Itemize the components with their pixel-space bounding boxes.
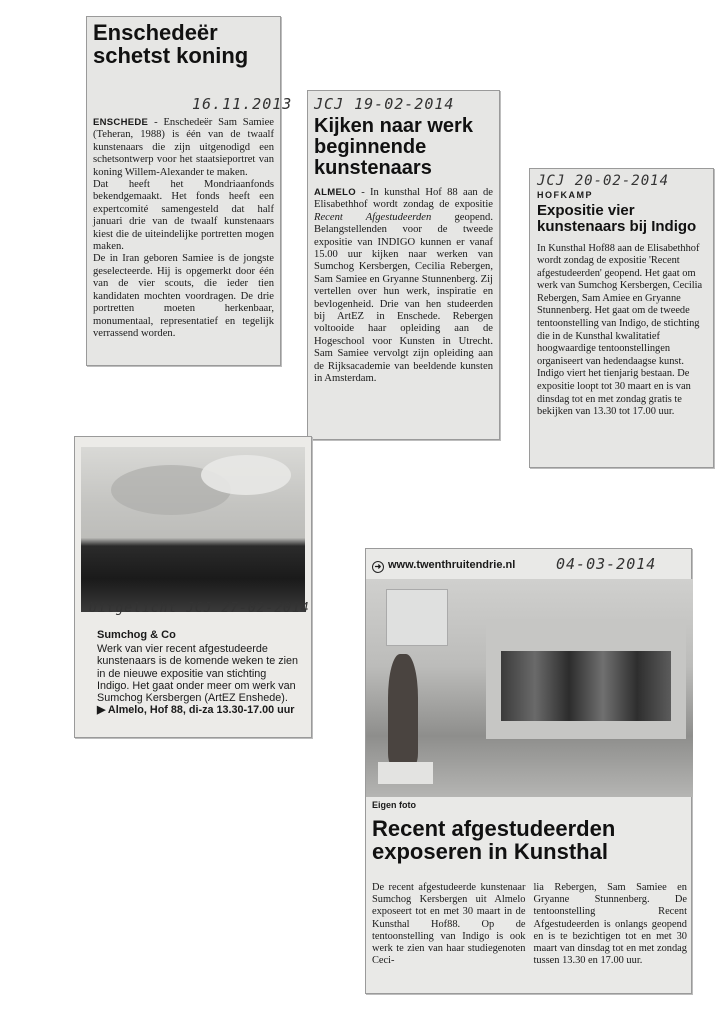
photo-cloud-shape	[201, 455, 291, 495]
photo-sculpture-shape	[388, 654, 418, 764]
body-part-b: geopend. Belangstellenden voor de tweede expositie van INDIGO kunnen er vanaf 15.00 uur kijken naar werken van Sumchog Kersbergen, Cecilia Rebergen, Sam Samiee en Gryanne Stunnenberg. Zij vertellen over hun werk, inspiratie en bevlogenheid. Drie van hen studeerden bij ArtEZ in Enschede. Rebergen voltooide haar opleiding aan de Hogeschool voor Kunsten in Utrecht. Sam Samiee vervolgt zijn opleiding aan de Rijksacademie van beeldende kunsten in Amsterdam.	[314, 211, 493, 385]
handwritten-date: JCJ 19-02-2014	[314, 95, 455, 113]
venue-info: ▶ Almelo, Hof 88, di-za 13.30-17.00 uur	[97, 704, 295, 717]
photo-window-shape	[386, 589, 448, 646]
handwritten-note: Uitgelicht JCJ 27-02-2014	[89, 601, 310, 616]
headline-line-1: Recent afgestudeerden	[372, 816, 616, 841]
article-body	[93, 117, 274, 340]
clipping-enschedeer-schetst-koning	[86, 16, 293, 366]
article-body	[314, 187, 493, 386]
article-body: Werk van vier recent afgestudeerde kunstenaars is de komende weken te zien in de nieuwe expositie van stichting Indigo. Het gaat onder meer om werk van Sumchog Kersbergen (ArtEZ Enshede).	[97, 643, 299, 705]
artwork-photo	[81, 447, 305, 612]
handwritten-date: 16.11.2013	[192, 95, 293, 113]
headline-line-1: Enschedeër	[93, 20, 218, 45]
kicker: HOFKAMP	[537, 190, 593, 200]
headline-line-3: kunstenaars	[314, 157, 432, 179]
paragraph-1	[93, 117, 274, 179]
website-url: www.twenthruitendrie.nl	[388, 559, 516, 571]
headline	[314, 116, 493, 179]
clipping-sumchog-en-co	[74, 436, 312, 738]
paragraph-2: Dat heeft het Mondriaanfonds bekendgemaakt. Het fonds heeft een expertcomité samengesteld dat half januari drie van de twaalf kunstenaars kiest die de uiteindelijke portretten mogen maken.	[93, 179, 274, 253]
headline	[537, 203, 706, 235]
photo-artwork-shape	[501, 651, 671, 721]
headline-line-2: beginnende	[314, 136, 427, 158]
paragraph-3: De in Iran geboren Samiee is de jongste geselecteerde. Hij is opgemerkt door één van de vier scouts, die ieder tien kandidaten mochten voordragen. De drie portretten moeten herkenbaar, monumentaal, representatief en tegelijk verrassend worden.	[93, 253, 274, 339]
headline-line-2: schetst koning	[93, 43, 249, 69]
photo-credit: Eigen foto	[372, 800, 416, 810]
photo-pedestal-shape	[378, 762, 433, 784]
website-line	[372, 559, 515, 573]
headline	[93, 21, 274, 67]
article-title: Sumchog & Co	[97, 629, 176, 641]
headline-line-1: Expositie vier	[537, 202, 635, 219]
headline-line-1: Kijken naar werk	[314, 115, 473, 137]
headline-line-2: exposeren in Kunsthal	[372, 839, 608, 865]
headline	[372, 817, 687, 863]
handwritten-date: JCJ 20-02-2014	[537, 173, 670, 189]
clipping-kijken-naar-werk	[307, 90, 500, 440]
handwritten-date: 04-03-2014	[556, 555, 657, 573]
article-body: In Kunsthal Hof88 aan de Elisabethhof wordt zondag de expositie 'Recent afgestudeerden' geopend. Het gaat om werk van Sumchog Kersbergen, Cecilia Rebergen, Sam Amiee en Gryanne Stunnenberg. Het gaat om de tweede tentoonstelling van Indigo, de stichting die in de Kunsthal kwalitatief hoogwaardige tentoonstellingen organiseert van hedendaagse kunst. Indigo viert het tienjarig bestaan. De expositie loopt tot 30 maart en is van dinsdag tot en met zondag gratis te bekijken van 13.30 tot 17.00 uur.	[537, 242, 703, 418]
exhibition-photo	[366, 579, 693, 797]
exhibition-title: Recent Afgestudeerden	[314, 211, 432, 223]
dateline: ALMELO	[314, 187, 356, 198]
paragraph-1-text: - Enschedeër Sam Samiee (Teheran, 1988) is één van de twaalf kunstenaars die zijn uitgenodigd een schetsontwerp voor het staatsieportret van koning Willem-Alexander te maken.	[93, 117, 274, 178]
column-2: lia Rebergen, Sam Samiee en Gryanne Stunnenberg. De tentoonstelling Recent Afgestudeerden is onlangs geopend en is te bezichtigen tot en met 30 maart van dinsdag tot en met zondag tussen 13.30 en 17.00 uur.	[533, 882, 687, 967]
dateline: ENSCHEDE	[93, 117, 149, 128]
clipping-recent-afgestudeerden	[365, 548, 692, 994]
headline-line-2: kunstenaars bij Indigo	[537, 217, 697, 235]
article-text	[97, 629, 301, 716]
arrow-circle-icon: ➜	[372, 561, 384, 573]
column-1: De recent afgestudeerde kunstenaar Sumchog Kersbergen uit Almelo exposeert tot en met 30 maart in de Kunsthal Hof88. Op de tentoonstelling van Indigo is ook werk te zien van haar studiegenoten Ceci-	[372, 882, 526, 967]
article-columns	[372, 882, 687, 967]
body-part-a: - In kunsthal Hof 88 aan de Elisabethhof wordt zondag de expositie	[314, 187, 493, 211]
clipping-expositie-vier-kunstenaars	[529, 168, 714, 468]
